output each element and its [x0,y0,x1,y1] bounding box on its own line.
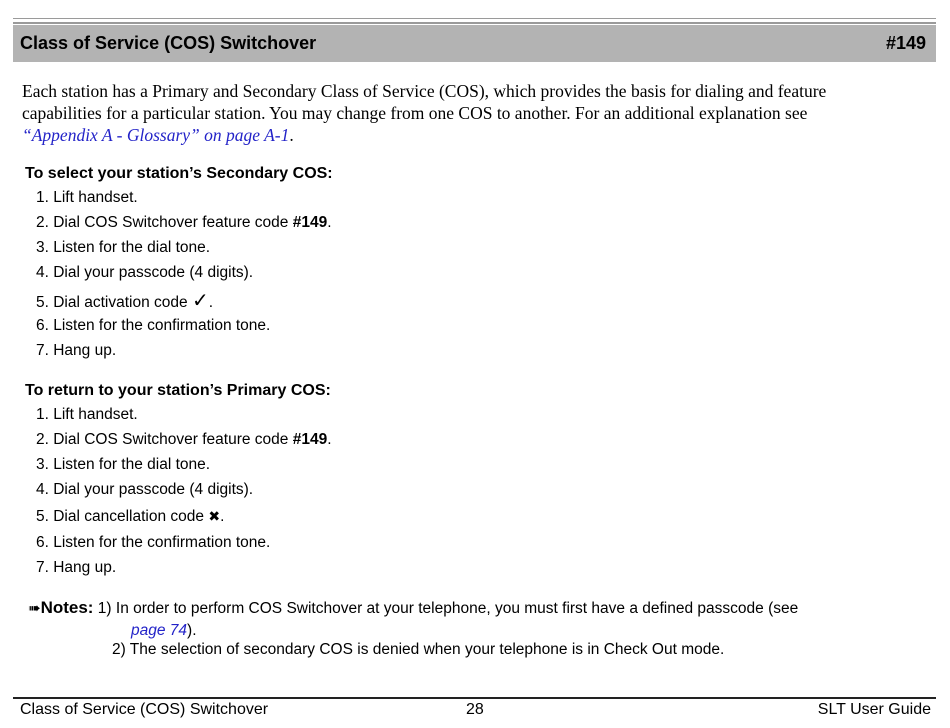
primary-heading: To return to your station’s Primary COS: [25,382,331,399]
title-bar [13,25,936,62]
step-period: . [208,294,214,311]
note-1-end: ). [187,622,197,639]
step-text: 5. Dial cancellation code [36,508,209,525]
arrow-icon: ➠ [28,599,41,617]
secondary-heading: To select your station’s Secondary COS: [25,165,333,182]
step-text: 2. Dial COS Switchover feature code [36,431,293,448]
list-item [36,427,332,452]
list-item: 7. Hang up. [36,342,117,359]
step-text: 5. Dial activation code [36,294,192,311]
secondary-steps [36,185,332,363]
list-item: 4. Dial your passcode (4 digits). [36,481,254,498]
step-period: . [327,431,332,448]
list-item: 1. Lift handset. [36,189,138,206]
list-item: 3. Listen for the dial tone. [36,456,211,473]
note-line-1b [131,622,197,640]
footer-rule [13,697,936,699]
list-item [36,210,332,235]
header-rule [13,22,936,24]
header-rule-thin [13,18,936,19]
list-item: 6. Listen for the confirmation tone. [36,317,271,334]
page-74-link[interactable]: page 74 [131,622,188,639]
primary-steps [36,402,332,580]
intro-text: Each station has a Primary and Secondary Class of Service (COS), which provides the basis for dialing and feature capabilities for a particular station. You may change from one COS to another. For an additional explanation see [22,81,827,123]
feature-code: #149 [885,33,926,53]
step-period: . [220,508,225,525]
list-item [36,502,332,530]
list-item: 4. Dial your passcode (4 digits). [36,264,254,281]
list-item [36,285,332,313]
list-item: 1. Lift handset. [36,406,138,423]
checkmark-icon: ✓ [191,288,209,312]
list-item: 7. Hang up. [36,559,117,576]
cross-icon: ✖ [208,509,221,525]
list-item: 6. Listen for the confirmation tone. [36,534,271,551]
step-period: . [327,214,332,231]
footer-title: Class of Service (COS) Switchover [20,701,269,718]
note-line-2: 2) The selection of secondary COS is denied when your telephone is in Check Out mode. [112,641,725,658]
step-code: #149 [292,214,328,231]
page-title: Class of Service (COS) Switchover [20,33,317,53]
intro-end: . [289,125,294,145]
intro-paragraph [22,80,902,146]
page-number: 28 [466,701,484,718]
step-text: 2. Dial COS Switchover feature code [36,214,293,231]
note-1-text: 1) In order to perform COS Switchover at your telephone, you must first have a defined passcode (see [97,600,799,617]
glossary-link[interactable]: “Appendix A - Glossary” on page A-1 [22,125,290,145]
step-code: #149 [292,431,328,448]
list-item: 3. Listen for the dial tone. [36,239,211,256]
footer-guide-name: SLT User Guide [817,701,931,718]
note-line-1 [28,598,798,618]
notes-label: Notes: [40,598,94,617]
